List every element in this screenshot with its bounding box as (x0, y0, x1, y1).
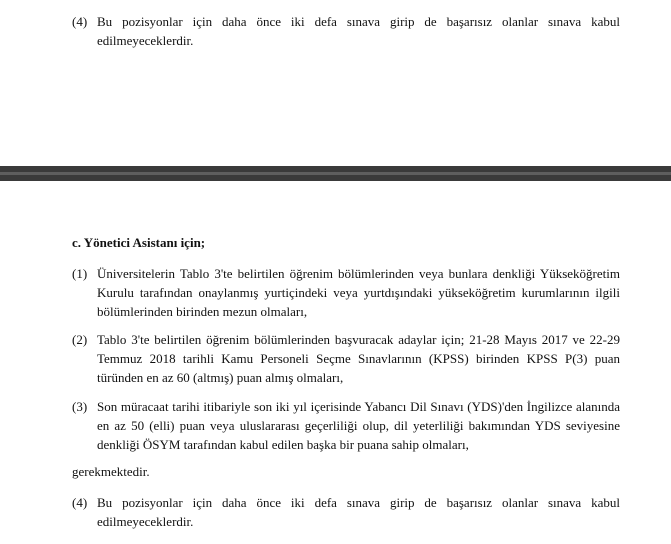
list-item-number: (4) (72, 495, 88, 510)
list-item-number: (1) (72, 266, 88, 281)
list-item-text: Bu pozisyonlar için daha önce iki defa sınava girip de başarısız olanlar sınava kabul edilmeyeceklerdir. (97, 495, 620, 529)
document-page-top (0, 0, 671, 166)
list-item-number: (3) (72, 399, 88, 414)
list-item-text: Tablo 3'te belirtilen öğrenim bölümlerinden başvuracak adaylar için; 21-28 Mayıs 2017 ve 22-29 Temmuz 2018 tarihli Kamu Personeli Seçme Sınavlarının (KPSS) birinden KPSS P(3) puan türünden en az 60 (altmış) puan almış olmaları, (97, 332, 620, 385)
closing-text: gerekmektedir. (72, 464, 150, 479)
list-item-2 (72, 330, 620, 387)
list-item-number: (4) (72, 14, 88, 29)
section-heading: c. Yönetici Asistanı için; (72, 235, 206, 250)
list-item-4 (72, 493, 620, 531)
list-item-1 (72, 264, 620, 321)
list-item-text: Son müracaat tarihi itibariyle son iki yıl içerisinde Yabancı Dil Sınavı (YDS)'den İngilizce alanında en az 50 (elli) puan veya uluslararası geçerliliği olup, dil yeterliliği bakımından YDS seviyesine denkliği ÖSYM tarafından kabul edilen başka bir puana sahip olmaları, (97, 399, 620, 452)
list-item-text: Üniversitelerin Tablo 3'te belirtilen öğrenim bölümlerinden veya bunlara denkliği Yükseköğretim Kurulu tarafından onaylanmış yurtiçindeki veya yurtdışındaki yükseköğretim kurumlarının ilgili bölümlerinden birinden mezun olmaları, (97, 266, 620, 319)
list-item-4-top (72, 12, 620, 50)
list-item-3 (72, 397, 620, 454)
list-item-text: Bu pozisyonlar için daha önce iki defa sınava girip de başarısız olanlar sınava kabul edilmeyeceklerdir. (97, 14, 620, 48)
list-item-number: (2) (72, 332, 88, 347)
page-separator-line (0, 172, 671, 175)
